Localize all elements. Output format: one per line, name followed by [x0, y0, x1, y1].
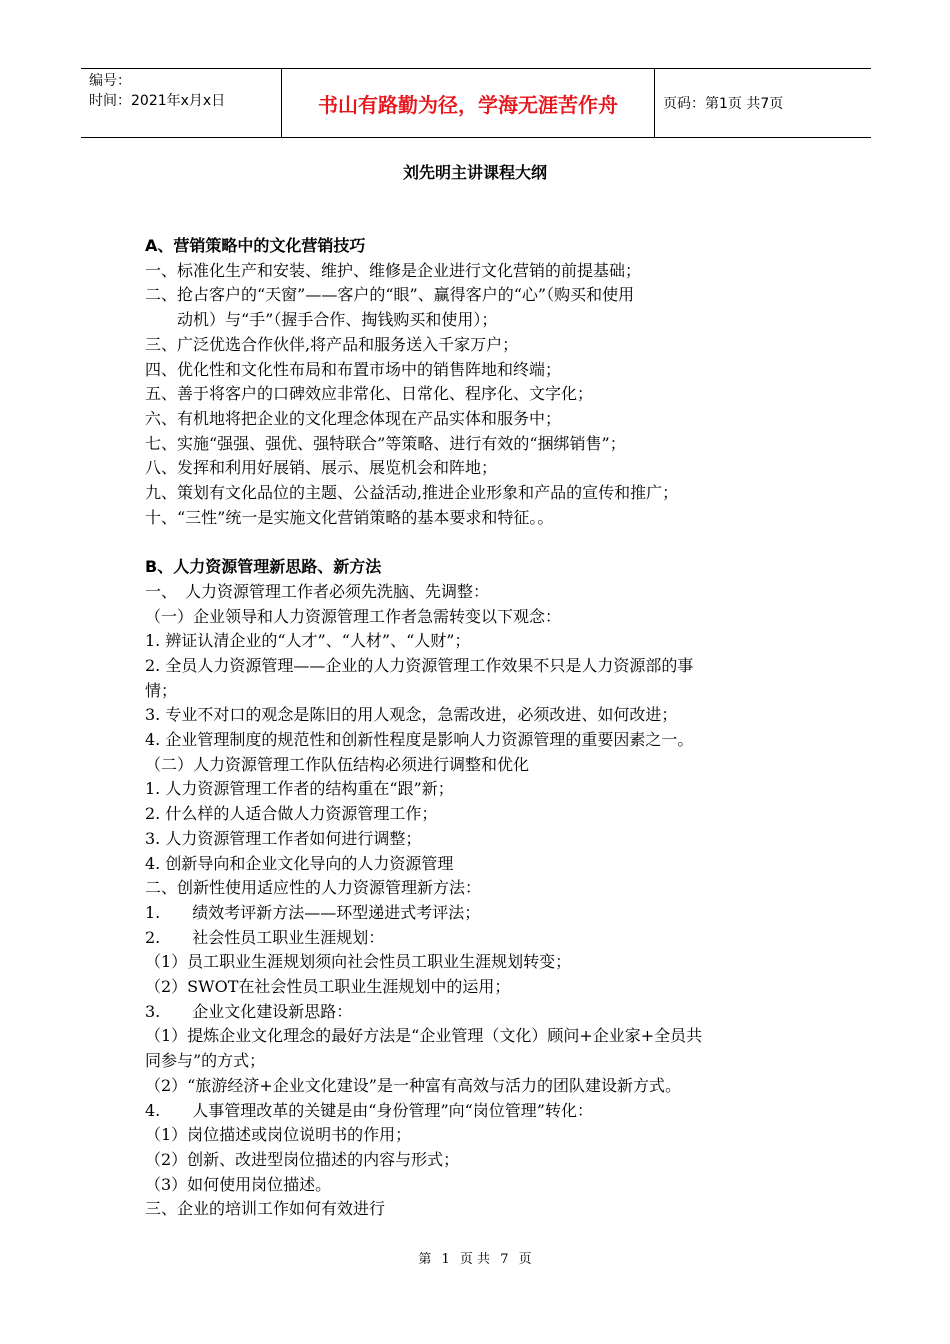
section-b-line: 4. 创新导向和企业文化导向的人力资源管理	[145, 853, 454, 873]
section-a-line: 五、善于将客户的口碑效应非常化、日常化、程序化、文字化；	[145, 384, 594, 404]
section-b-line: 2. 什么样的人适合做人力资源管理工作；	[145, 804, 438, 824]
section-a-line: 八、发挥和利用好展销、展示、展览机会和阵地；	[145, 458, 498, 478]
footer-total-pages: 7	[500, 1252, 509, 1267]
section-a-line: 十、“三性”统一是实施文化营销策略的基本要求和特征。。	[145, 507, 554, 527]
section-a-list	[145, 259, 815, 531]
section-b-line: （1）岗位描述或岗位说明书的作用；	[145, 1125, 412, 1145]
section-b-line: 3. 专业不对口的观念是陈旧的用人观念，急需改进，必须改进、如何改进；	[145, 705, 678, 725]
section-b-line: 2. 社会性员工职业生涯规划：	[145, 927, 385, 947]
section-a-line: 七、实施“强强、强优、强特联合”等策略、进行有效的“捆绑销售”；	[145, 433, 626, 453]
footer-prefix: 第	[418, 1252, 432, 1267]
section-a-line: 九、策划有文化品位的主题、公益活动,推进企业形象和产品的宣传和推广；	[145, 483, 679, 503]
section-b-line: （1）提炼企业文化理念的最好方法是“企业管理（文化）顾问+企业家+全员共	[145, 1026, 703, 1046]
document-title: 刘先明主讲课程大纲	[402, 163, 547, 182]
document-body	[145, 234, 815, 1222]
header-motto: 书山有路勤为径，学海无涯苦作舟	[281, 69, 655, 137]
section-b-line: 同参与”的方式；	[145, 1051, 266, 1071]
section-b-line: 1. 人力资源管理工作者的结构重在“跟”新；	[145, 779, 454, 799]
section-a-line: 动机）与“手”（握手合作、掏钱购买和使用）；	[145, 310, 498, 330]
section-a-line: 一、标准化生产和安装、维护、维修是企业进行文化营销的前提基础；	[145, 260, 642, 280]
section-b-line: （3）如何使用岗位描述。	[145, 1174, 332, 1194]
section-b-line: 4. 人事管理改革的关键是由“身份管理”向“岗位管理”转化：	[145, 1100, 593, 1120]
footer-middle: 页 共	[459, 1252, 491, 1267]
section-b-line: 情；	[145, 680, 178, 700]
section-b-line: 二、创新性使用适应性的人力资源管理新方法：	[145, 878, 482, 898]
section-b-line: 1. 绩效考评新方法——环型递进式考评法；	[145, 902, 481, 922]
page-footer	[0, 1248, 950, 1267]
footer-page-number: 1	[441, 1252, 450, 1267]
page-header	[81, 68, 871, 138]
section-b-line: （1）员工职业生涯规划须向社会性员工职业生涯规划转变；	[145, 952, 572, 972]
section-b-line: 一、 人力资源管理工作者必须先洗脑、先调整：	[145, 581, 490, 601]
section-a-line: 三、广泛优选合作伙伴,将产品和服务送入千家万户；	[145, 334, 519, 354]
section-b-heading: B、人力资源管理新思路、新方法	[145, 557, 382, 577]
section-b-line: （2）创新、改进型岗位描述的内容与形式；	[145, 1150, 460, 1169]
section-b-list	[145, 580, 815, 1222]
section-b-line: （2）“旅游经济+企业文化建设”是一种富有高效与活力的团队建设新方式。	[145, 1075, 681, 1095]
section-a-heading: A、营销策略中的文化营销技巧	[145, 236, 366, 255]
section-b-line: 1. 辨证认清企业的“人才”、“人材”、“人财”；	[145, 631, 471, 651]
section-a-line: 六、有机地将把企业的文化理念体现在产品实体和服务中；	[145, 408, 562, 428]
section-b-line: 2. 全员人力资源管理——企业的人力资源管理工作效果不只是人力资源部的事	[145, 655, 694, 675]
section-b-line: （2）SWOT在社会性员工职业生涯规划中的运用；	[145, 977, 511, 997]
number-label: 编号：	[89, 73, 131, 89]
section-b-line: （一）企业领导和人力资源管理工作者急需转变以下观念：	[145, 606, 562, 626]
footer-suffix: 页	[518, 1252, 532, 1267]
date-line: 时间：2021年x月x日	[89, 93, 226, 109]
section-b-line: 3. 人力资源管理工作者如何进行调整；	[145, 828, 422, 848]
section-spacer	[145, 530, 815, 555]
section-b-line: 三、企业的培训工作如何有效进行	[145, 1199, 386, 1219]
section-b-line: 4. 企业管理制度的规范性和创新性程度是影响人力资源管理的重要因素之一。	[145, 730, 694, 750]
header-meta	[81, 69, 281, 137]
header-page-info: 页码：第1页 共7页	[663, 96, 784, 112]
section-a-line: 四、优化性和文化性布局和布置市场中的销售阵地和终端；	[145, 359, 562, 379]
section-b-line: 3. 企业文化建设新思路：	[145, 1001, 353, 1021]
section-b-line: （二）人力资源管理工作队伍结构必须进行调整和优化	[145, 754, 530, 774]
section-a-line: 二、抢占客户的“天窗”——客户的“眼”、赢得客户的“心”（购买和使用	[145, 285, 635, 305]
